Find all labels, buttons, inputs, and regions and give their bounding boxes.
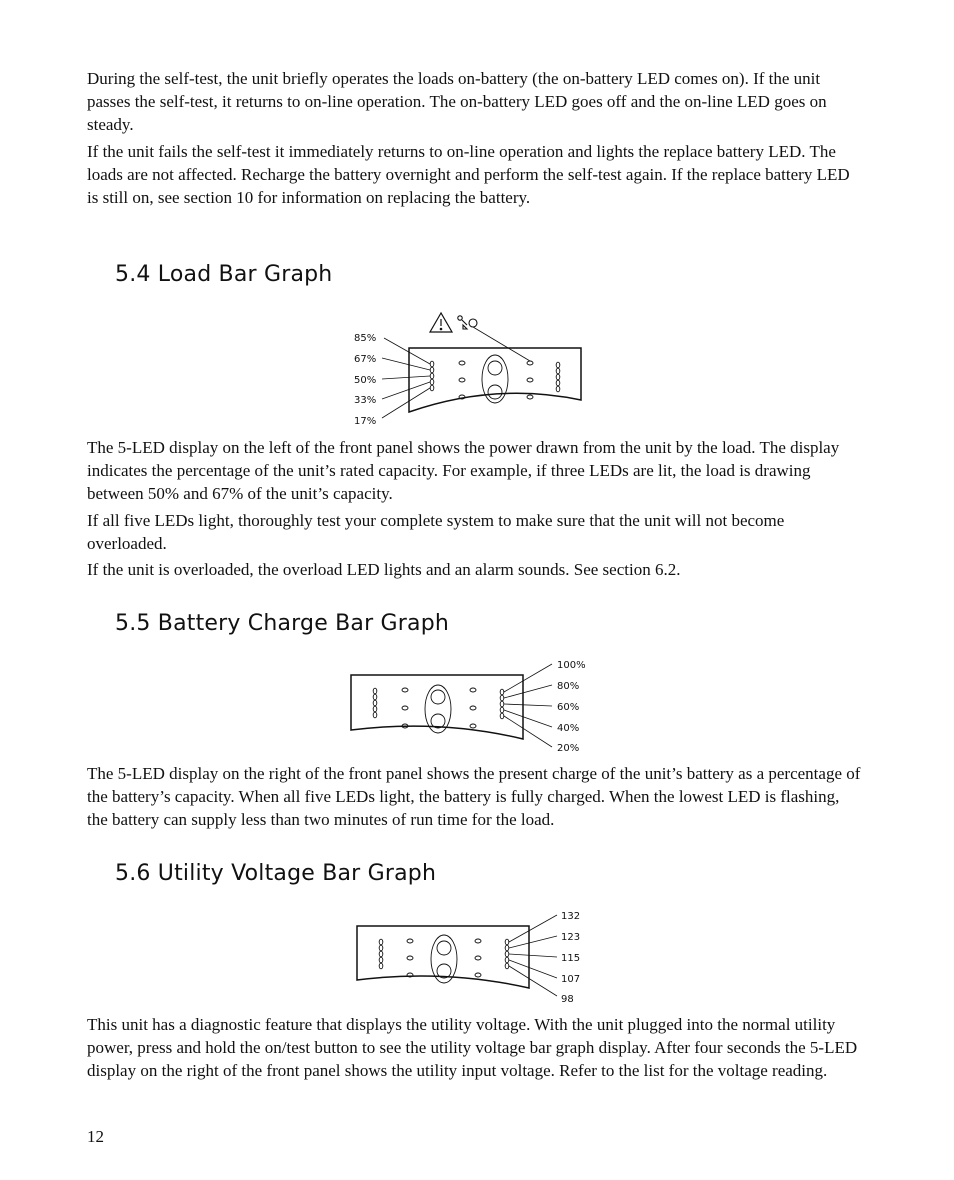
front-panel <box>409 348 581 412</box>
battery-label-40: 40% <box>557 723 580 734</box>
battery-label-80: 80% <box>557 681 580 692</box>
load-label-85: 85% <box>354 333 377 344</box>
voltage-label-107: 107 <box>561 974 581 985</box>
battery-label-20: 20% <box>557 743 580 754</box>
indicator-leds <box>407 939 481 977</box>
on-test-button <box>482 355 508 403</box>
intro-paragraph-2: If the unit fails the self-test it immediately returns to on-line operation and lights the replace battery LED. The loads are not affected. Recharge the battery overnight and perform the self-test again. If the replace battery LED is still on, see section 10 for information on replacing the battery. <box>87 142 850 208</box>
voltage-label-123: 123 <box>561 932 581 943</box>
voltage-label-98: 98 <box>561 994 574 1005</box>
right-led-column <box>500 689 504 719</box>
indicator-leds <box>402 688 476 728</box>
heading-utility-voltage-bar-graph: 5.6 Utility Voltage Bar Graph <box>115 861 437 886</box>
load-bar-graph-figure <box>345 310 590 430</box>
voltage-label-132: 132 <box>561 911 581 922</box>
right-led-column <box>505 939 509 969</box>
battery-label-60: 60% <box>557 702 580 713</box>
page-number: 12 <box>87 1127 104 1146</box>
warning-triangle-icon <box>430 313 452 332</box>
load-paragraph-2: If all five LEDs light, thoroughly test your complete system to make sure that the unit will not become overloaded. <box>87 511 785 554</box>
utility-voltage-bar-graph-figure <box>345 906 595 1006</box>
load-paragraph-1: The 5-LED display on the left of the front panel shows the power drawn from the unit by the load. The display indicates the percentage of the unit’s rated capacity. For example, if three LEDs are lit, the load is drawing between 50% and 67% of the unit’s capacity. <box>87 438 840 504</box>
left-led-column <box>430 361 434 391</box>
on-test-button <box>425 685 451 733</box>
replace-battery-icon <box>458 316 477 329</box>
load-label-17: 17% <box>354 416 377 427</box>
load-paragraph-3: If the unit is overloaded, the overload LED lights and an alarm sounds. See section 6.2. <box>87 560 681 579</box>
battery-leader-lines <box>504 664 552 747</box>
voltage-label-115: 115 <box>561 953 581 964</box>
load-label-33: 33% <box>354 395 377 406</box>
load-label-50: 50% <box>354 375 377 386</box>
intro-paragraph-1: During the self-test, the unit briefly operates the loads on-battery (the on-battery LED comes on). If the unit passes the self-test, it returns to on-line operation. The on-battery LED goes off and the on-line LED goes on steady. <box>87 69 827 135</box>
battery-paragraph-1: The 5-LED display on the right of the front panel shows the present charge of the unit’s battery as a percentage of the battery’s capacity. When all five LEDs light, the battery is fully charged. When the lowest LED is flashing, the battery can supply less than two minutes of run time for the load. <box>87 764 861 830</box>
battery-label-100: 100% <box>557 660 586 671</box>
voltage-paragraph-1: This unit has a diagnostic feature that displays the utility voltage. With the unit plugged into the normal utility power, press and hold the on/test button to see the utility voltage bar graph display. After four seconds the 5-LED display on the right of the front panel shows the utility input voltage. Refer to the list for the voltage reading. <box>87 1015 858 1081</box>
heading-load-bar-graph: 5.4 Load Bar Graph <box>115 262 333 287</box>
left-led-column <box>379 939 383 969</box>
battery-charge-bar-graph-figure <box>345 655 595 757</box>
voltage-leader-lines <box>509 915 557 996</box>
left-led-column <box>373 688 377 718</box>
right-led-column <box>556 362 560 392</box>
load-label-67: 67% <box>354 354 377 365</box>
heading-battery-charge-bar-graph: 5.5 Battery Charge Bar Graph <box>115 611 450 636</box>
